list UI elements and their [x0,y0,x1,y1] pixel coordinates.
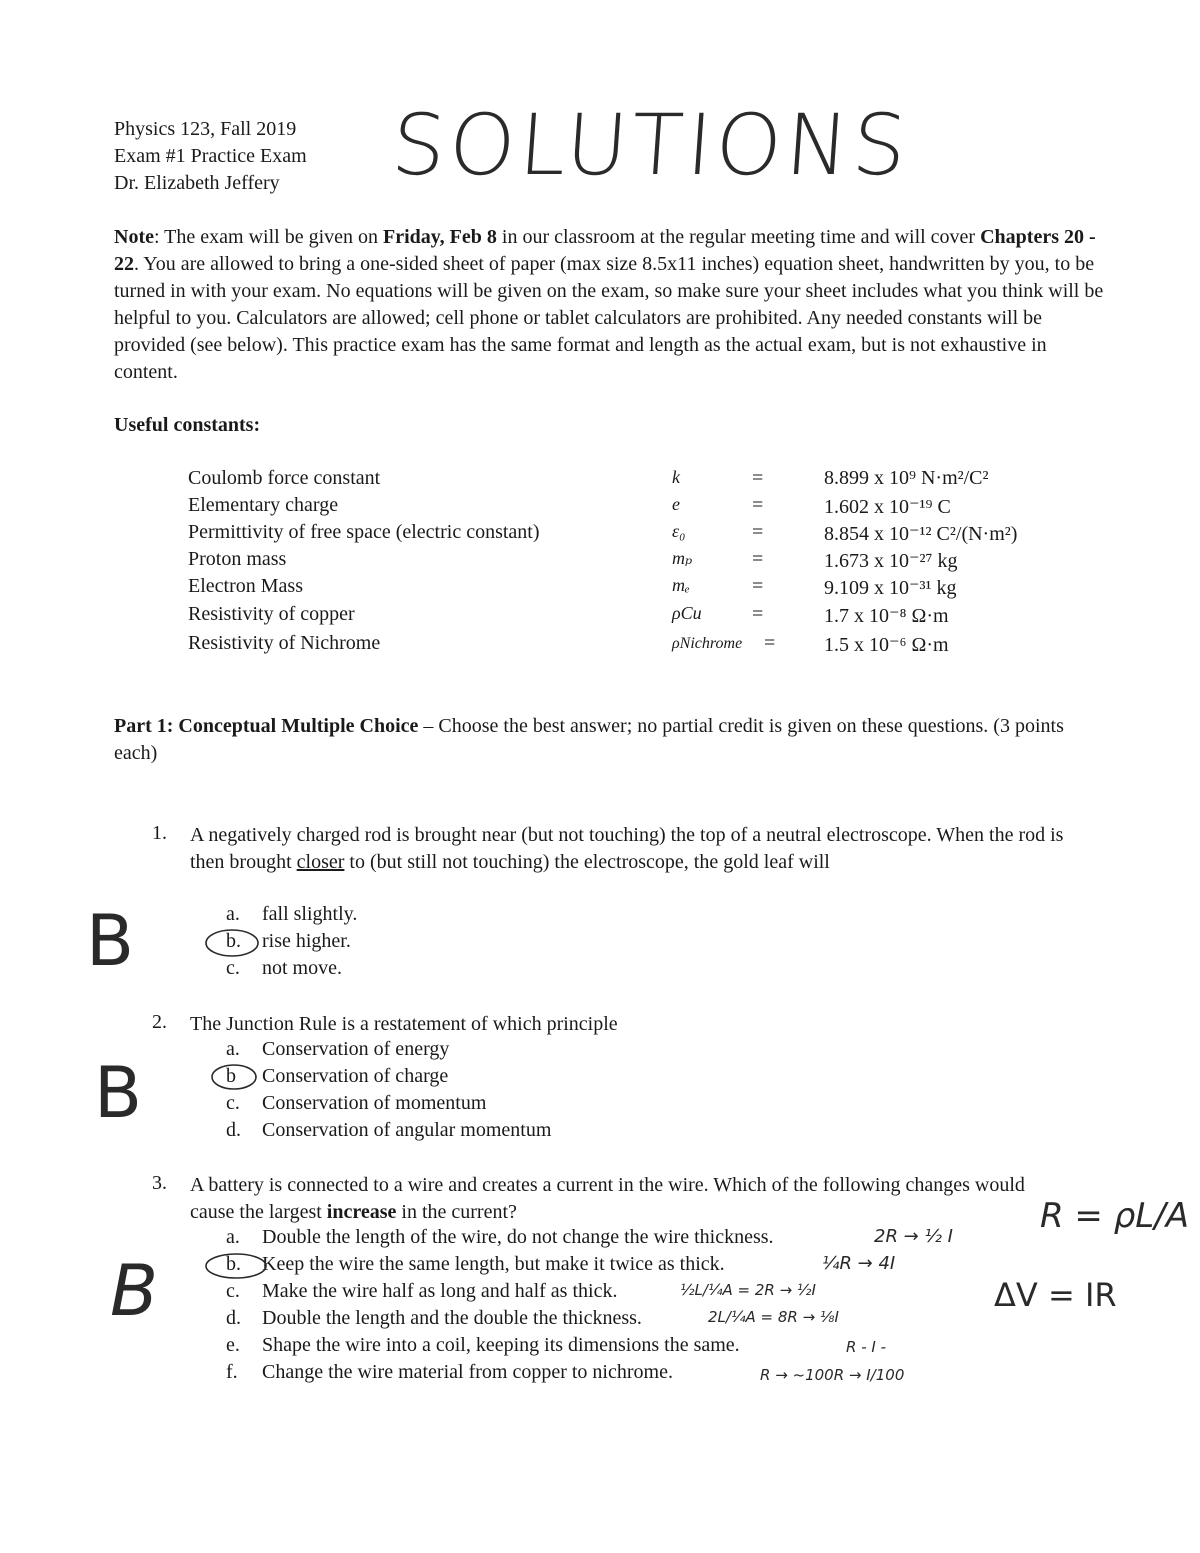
handwritten-ohms-law: ΔV = IR [994,1276,1117,1314]
option-text: Change the wire material from copper to nichrome. [262,1361,673,1383]
constant-name: Proton mass [188,548,287,570]
constant-value: 9.109 x 10⁻³¹ kg [824,577,957,599]
handwritten-note: R → ~100R → I/100 [760,1366,905,1384]
constant-value: 1.673 x 10⁻²⁷ kg [824,550,958,572]
note-date: Friday, Feb 8 [383,226,497,248]
constant-equals: = [764,632,776,654]
constant-value: 1.602 x 10⁻¹⁹ C [824,496,951,518]
option-letter: b. [226,1253,241,1275]
handwritten-note: ¼R → 4I [822,1253,896,1274]
option-text: Make the wire half as long and half as thick. [262,1280,618,1302]
answer-circle [0,0,1,1]
question-emphasis: closer [296,851,345,873]
constant-name: Resistivity of Nichrome [188,632,381,654]
option-text: fall slightly. [262,903,358,925]
question-text [190,1172,1050,1226]
constants-heading: Useful constants: [114,414,261,436]
option-text: Keep the wire the same length, but make it twice as thick. [262,1253,725,1275]
option-text: Double the length and the double the thickness. [262,1307,642,1329]
constant-symbol: ρCu [672,603,702,623]
constant-value: 1.7 x 10⁻⁸ Ω·m [824,605,949,627]
option-letter: a. [226,1226,240,1248]
constant-name: Electron Mass [188,575,303,597]
part1-heading [114,713,1104,767]
exam-title: Exam #1 Practice Exam [114,145,307,167]
option-text: Conservation of momentum [262,1092,487,1114]
constant-value: 1.5 x 10⁻⁶ Ω·m [824,634,949,656]
option-text: Conservation of angular momentum [262,1119,552,1141]
question-text [190,822,1070,876]
note-text-3: . You are allowed to bring a one-sided sheet of paper (max size 8.5x11 inches) equation sheet, handwritten by you, to be turned in with your exam. No equations will be given on the exam, so make sure your sheet includes what you think will be helpful to you. Calculators are allowed; cell phone or tablet calculators are prohibited. Any needed constants will be provided (see below). This practice exam has the same format and length as the actual exam, but is not exhaustive in content. [114,253,1104,383]
question-text-part: to (but still not touching) the electroscope, the gold leaf will [344,851,830,873]
constant-name: Elementary charge [188,494,339,516]
option-text: Conservation of charge [262,1065,449,1087]
question-text-part: in the current? [396,1201,517,1223]
question-text-part: A battery is connected to a wire and creates a current in the wire. Which of the following changes would cause the largest [190,1174,1025,1223]
option-letter: b. [226,930,241,952]
handwritten-note: ½L/¼A = 2R → ½I [680,1281,816,1299]
note-chapters: Chapters 20 - 22 [114,226,1096,275]
part1-title: Part 1: Conceptual Multiple Choice [114,715,419,737]
note-label: Note [114,226,154,248]
option-letter: a. [226,903,240,925]
note-text-2: in our classroom at the regular meeting time and will cover [496,226,981,248]
constant-symbol: mₑ [672,575,690,595]
handwritten-answer: B [94,1052,143,1134]
option-text: Conservation of energy [262,1038,450,1060]
constant-equals: = [752,603,764,625]
option-letter: b [226,1065,236,1087]
constant-symbol: e [672,494,680,514]
question-number: 3. [152,1172,167,1194]
note-text-1: : The exam will be given on [153,226,384,248]
option-letter: c. [226,957,240,979]
constant-equals: = [752,467,764,489]
constant-equals: = [752,521,764,543]
option-text: Double the length of the wire, do not change the wire thickness. [262,1226,774,1248]
constant-value: 8.899 x 10⁹ N·m²/C² [824,467,989,489]
constant-equals: = [752,494,764,516]
handwritten-note: 2R → ½ I [874,1226,953,1247]
question-text-part: A negatively charged rod is brought near (but not touching) the top of a neutral electroscope. When the rod is then brought [190,824,1064,873]
option-letter: a. [226,1038,240,1060]
question-text: The Junction Rule is a restatement of which principle [190,1013,618,1035]
handwritten-answer: B [86,900,135,982]
constant-symbol: ρNichrome [672,635,743,652]
part1-description: – Choose the best answer; no partial credit is given on these questions. (3 points each) [114,715,1064,764]
handwritten-answer: B [110,1250,159,1332]
option-text: not move. [262,957,342,979]
question-number: 2. [152,1011,167,1033]
option-text: Shape the wire into a coil, keeping its dimensions the same. [262,1334,740,1356]
exam-note [114,224,1104,386]
constant-value: 8.854 x 10⁻¹² C²/(N·m²) [824,523,1018,545]
option-letter: f. [226,1361,238,1383]
constant-equals: = [752,575,764,597]
constant-symbol: k [672,467,680,487]
question-emphasis: increase [326,1201,397,1223]
handwritten-note: 2L/¼A = 8R → ⅛I [708,1308,839,1326]
option-letter: d. [226,1119,241,1141]
option-letter: c. [226,1092,240,1114]
option-letter: c. [226,1280,240,1302]
constant-name: Resistivity of copper [188,603,355,625]
option-text: rise higher. [262,930,351,952]
course-title: Physics 123, Fall 2019 [114,118,297,140]
constant-name: Coulomb force constant [188,467,381,489]
question-number: 1. [152,822,167,844]
constant-equals: = [752,548,764,570]
solutions-stamp: SOLUTIONS [388,96,914,194]
handwritten-resistance-formula: R = ρL/A [1040,1196,1189,1236]
option-letter: d. [226,1307,241,1329]
instructor-name: Dr. Elizabeth Jeffery [114,172,280,194]
constant-name: Permittivity of free space (electric constant) [188,521,540,543]
constant-symbol: mₚ [672,548,693,568]
handwritten-note: R - I - [846,1338,886,1356]
constant-symbol: ε₀ [672,521,686,541]
option-letter: e. [226,1334,240,1356]
